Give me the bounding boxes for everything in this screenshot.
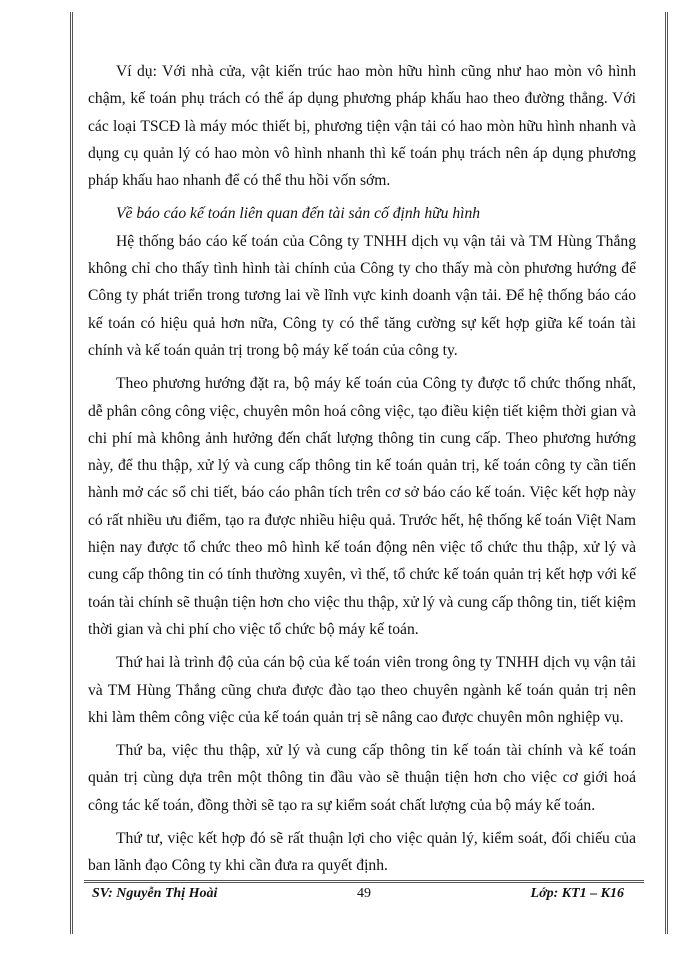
paragraph-third: Thứ ba, việc thu thập, xử lý và cung cấp thông tin kế toán tài chính và kế toán quản trị cùng dựa trên một thông tin đầu vào sẽ thuận tiện hơn cho việc cơ giới hoá công tác kế toán, đồng thời sẽ tạo ra sự kiểm soát chất lượng của bộ máy kế toán. xyxy=(88,742,636,814)
paragraph-example: Ví dụ: Với nhà cửa, vật kiến trúc hao mòn hữu hình cũng như hao mòn vô hình chậm, kế toán phụ trách có thể áp dụng phương pháp khấu hao theo đường thẳng. Với các loại TSCĐ là máy móc thiết bị, phương tiện vận tải có hao mòn hữu hình nhanh và dụng cụ quản lý có hao mòn vô hình nhanh thì kế toán phụ trách nên áp dụng phương pháp khấu hao nhanh để có thể thu hồi vốn sớm. xyxy=(88,63,636,190)
page-footer xyxy=(84,884,644,904)
footer-class: Lớp: KT1 – K16 xyxy=(530,886,624,901)
footer-page-number: 49 xyxy=(357,886,371,901)
paragraph-direction: Theo phương hướng đặt ra, bộ máy kế toán của Công ty được tổ chức thống nhất, dễ phân công công việc, chuyên môn hoá công việc, tạo điều kiện tiết kiệm thời gian và chi phí mà không ảnh hưởng đến chất lượng thông tin cung cấp. Theo phương hướng này, để thu thập, xử lý và cung cấp thông tin kế toán quản trị, kế toán công ty cần tiến hành mở các sổ chi tiết, báo cáo phân tích trên cơ sở báo cáo kế toán. Việc kết hợp này có rất nhiều ưu điểm, tạo ra được nhiều hiệu quả. Trước hết, hệ thống kế toán Việt Nam hiện nay được tổ chức theo mô hình kế toán động nên việc tổ chức thu thập, xử lý và cung cấp thông tin có tính thường xuyên, vì thế, tổ chức kế toán quản trị kết hợp với kế toán tài chính sẽ thuận tiện hơn cho việc thu thập, xử lý và cung cấp thông tin, tiết kiệm thời gian và chi phí cho việc tổ chức bộ máy kế toán. xyxy=(88,375,636,638)
paragraph-second: Thứ hai là trình độ của cán bộ của kế toán viên trong ông ty TNHH dịch vụ vận tải và TM Hùng Thắng cũng chưa được đào tạo theo chuyên ngành kế toán quản trị nên khi làm thêm công việc của kế toán quản trị sẽ nâng cao được chuyên môn nghiệp vụ. xyxy=(88,654,636,726)
document-body xyxy=(88,58,636,886)
footer-student: SV: Nguyễn Thị Hoài xyxy=(92,886,218,901)
paragraph-report-system: Hệ thống báo cáo kế toán của Công ty TNHH dịch vụ vận tải và TM Hùng Thắng không chỉ cho thấy tình hình tài chính của Công ty cho thấy mà còn phương hướng để Công ty phát triển trong tương lai về lĩnh vực kinh doanh vận tải. Để hệ thống báo cáo kế toán có hiệu quả hơn nữa, Công ty có thể tăng cường sự kết hợp giữa kế toán tài chính và kế toán quản trị trong bộ máy kế toán của công ty. xyxy=(88,232,636,359)
section-heading: Về báo cáo kế toán liên quan đến tài sản cố định hữu hình xyxy=(116,205,481,223)
footer-divider xyxy=(84,880,644,883)
paragraph-fourth: Thứ tư, việc kết hợp đó sẽ rất thuận lợi cho việc quản lý, kiểm soát, đối chiếu của ban lãnh đạo Công ty khi cần đưa ra quyết định. xyxy=(88,830,636,875)
